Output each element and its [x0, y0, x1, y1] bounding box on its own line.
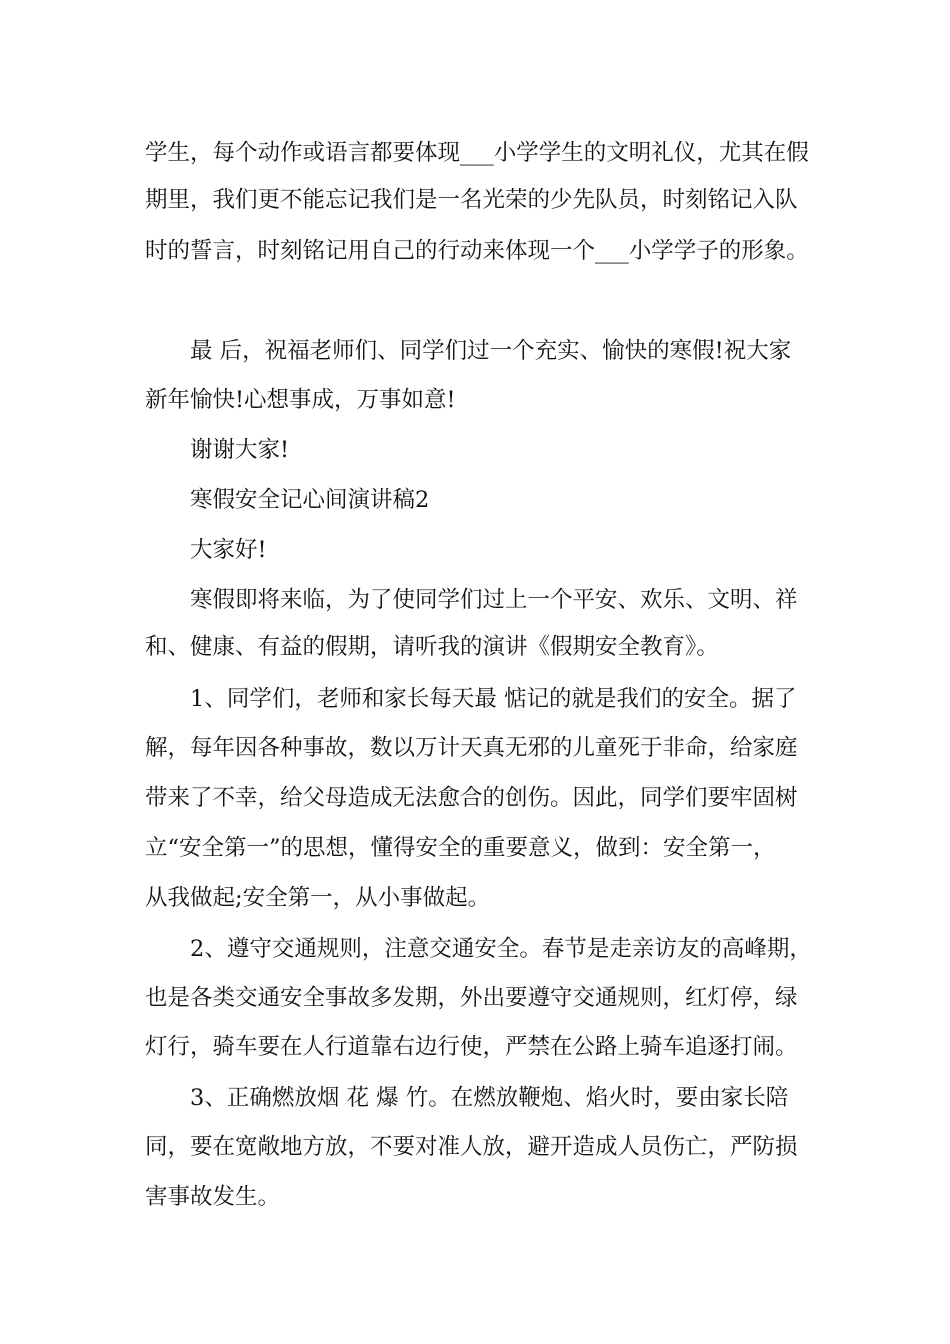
paragraph-line: 解，每年因各种事故，数以万计天真无邪的儿童死于非命，给家庭: [145, 735, 798, 761]
paragraph-line: 新年愉快!心想事成，万事如意!: [145, 387, 456, 413]
greeting-line: 大家好!: [190, 537, 267, 563]
paragraph-line: 2、遵守交通规则，注意交通安全。春节是走亲访友的高峰期，: [190, 936, 812, 962]
paragraph-line: 学生，每个动作或语言都要体现___小学学生的文明礼仪，尤其在假: [145, 140, 809, 166]
paragraph-line: 灯行，骑车要在人行道靠右边行使，严禁在公路上骑车追逐打闹。: [145, 1034, 798, 1060]
closing-line: 谢谢大家!: [190, 437, 290, 463]
paragraph-line: 寒假即将来临，为了使同学们过上一个平安、欢乐、文明、祥: [190, 587, 798, 613]
paragraph-line: 和、健康、有益的假期，请听我的演讲《假期安全教育》。: [145, 634, 719, 660]
paragraph-line: 从我做起;安全第一，从小事做起。: [145, 885, 491, 911]
paragraph-line: 时的誓言，时刻铭记用自己的行动来体现一个___小学学子的形象。: [145, 238, 809, 264]
speech-title: 寒假安全记心间演讲稿2: [190, 487, 430, 513]
paragraph-line: 期里，我们更不能忘记我们是一名光荣的少先队员，时刻铭记入队: [145, 187, 798, 213]
paragraph-line: 带来了不幸，给父母造成无法愈合的创伤。因此，同学们要牢固树: [145, 785, 798, 811]
paragraph-line: 最 后，祝福老师们、同学们过一个充实、愉快的寒假!祝大家: [190, 338, 792, 364]
paragraph-line: 3、正确燃放烟 花 爆 竹。在燃放鞭炮、焰火时，要由家长陪: [190, 1085, 789, 1111]
paragraph-line: 同，要在宽敞地方放，不要对准人放，避开造成人员伤亡，严防损: [145, 1134, 798, 1160]
paragraph-line: 立“安全第一”的思想，懂得安全的重要意义，做到：安全第一，: [145, 835, 776, 861]
paragraph-line: 害事故发生。: [145, 1184, 281, 1210]
paragraph-line: 1、同学们，老师和家长每天最 惦记的就是我们的安全。据了: [190, 686, 797, 712]
paragraph-line: 也是各类交通安全事故多发期，外出要遵守交通规则，红灯停，绿: [145, 985, 798, 1011]
